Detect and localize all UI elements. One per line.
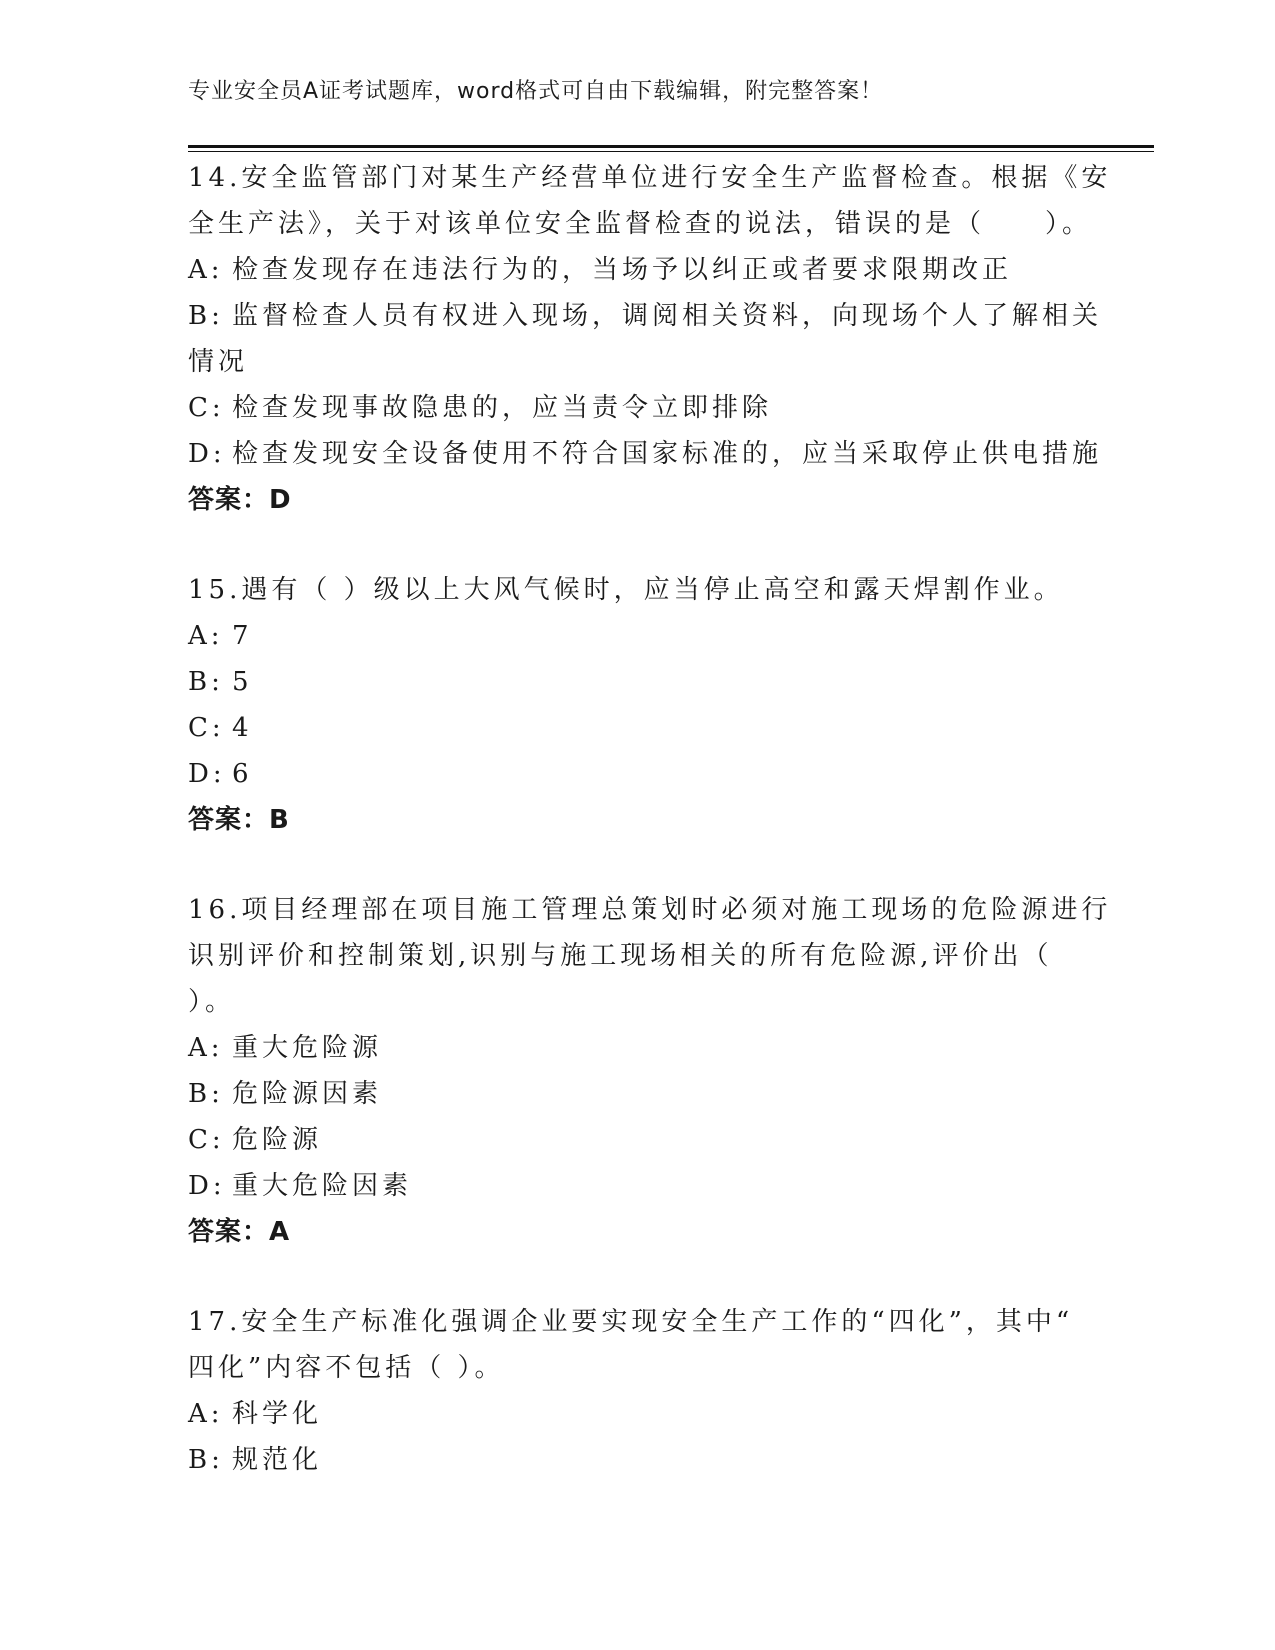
option-text: 监督检查人员有权进入现场，调阅相关资料，向现场个人了解相关 (232, 301, 1103, 331)
option-line (188, 659, 1068, 705)
question-stem-line: 14.安全监管部门对某生产经营单位进行安全生产监督检查。根据《安 (188, 163, 1112, 193)
question-block (188, 567, 1068, 843)
option-line (188, 1391, 1068, 1437)
header-rule-thick (188, 145, 1154, 148)
answer-line: 答案：B (188, 805, 290, 835)
question-stem-line: 15.遇有（ ）级以上大风气候时，应当停止高空和露天焊割作业。 (188, 575, 1064, 605)
option-line (188, 431, 1103, 477)
option-letter: C: (188, 393, 225, 423)
option-text: 7 (232, 621, 253, 651)
option-line (188, 385, 1068, 431)
option-line (188, 705, 1068, 751)
header-rule-thin (188, 151, 1154, 152)
option-letter: C: (188, 1125, 225, 1155)
option-line (188, 1117, 1068, 1163)
option-line (188, 1163, 1068, 1209)
option-line (188, 1025, 1068, 1071)
option-letter: A: (188, 1033, 224, 1063)
question-stem-line: 识别评价和控制策划,识别与施工现场相关的所有危险源,评价出（ (188, 941, 1053, 971)
question-stem-line: ）。 (188, 987, 236, 1017)
option-letter: B: (188, 1445, 224, 1475)
option-line (188, 751, 1068, 797)
option-text: 科学化 (232, 1399, 323, 1429)
option-text: 检查发现存在违法行为的，当场予以纠正或者要求限期改正 (232, 255, 1013, 285)
option-letter: B: (188, 667, 224, 697)
option-letter: B: (188, 301, 224, 331)
question-block (188, 887, 1112, 1255)
option-letter: A: (188, 621, 224, 651)
option-line (188, 293, 1103, 339)
option-text: 5 (232, 667, 253, 697)
question-stem-line: 全生产法》，关于对该单位安全监督检查的说法，错误的是（ ）。 (188, 209, 1093, 239)
option-text: 规范化 (232, 1445, 323, 1475)
option-line (188, 1071, 1068, 1117)
option-text: 6 (232, 759, 253, 789)
question-list (188, 155, 1112, 1527)
option-letter: A: (188, 255, 224, 285)
option-line (188, 1437, 1068, 1483)
question-stem-line: 四化”内容不包括（ ）。 (188, 1353, 505, 1383)
option-text: 重大危险因素 (232, 1171, 413, 1201)
option-text: 危险源因素 (232, 1079, 383, 1109)
option-text: 危险源 (232, 1125, 323, 1155)
question-stem-line: 16.项目经理部在项目施工管理总策划时必须对施工现场的危险源进行 (188, 895, 1112, 925)
option-letter: D: (188, 759, 226, 789)
question-block (188, 155, 1112, 523)
option-line (188, 339, 1068, 385)
option-line (188, 613, 1068, 659)
option-text: 检查发现安全设备使用不符合国家标准的，应当采取停止供电措施 (232, 439, 1103, 469)
option-letter: B: (188, 1079, 224, 1109)
option-text: 检查发现事故隐患的，应当责令立即排除 (232, 393, 773, 423)
option-letter: A: (188, 1399, 224, 1429)
option-text: 情况 (188, 347, 249, 377)
option-letter: C: (188, 713, 225, 743)
option-letter: D: (188, 1171, 226, 1201)
question-stem-line: 17.安全生产标准化强调企业要实现安全生产工作的“四化”，其中“ (188, 1307, 1074, 1337)
question-block (188, 1299, 1074, 1483)
option-line (188, 247, 1068, 293)
option-text: 4 (232, 713, 253, 743)
option-letter: D: (188, 439, 226, 469)
option-text: 重大危险源 (232, 1033, 383, 1063)
answer-line: 答案：D (188, 485, 292, 515)
answer-line: 答案：A (188, 1217, 291, 1247)
page-header: 专业安全员A证考试题库，word格式可自由下载编辑，附完整答案！ (188, 79, 884, 104)
